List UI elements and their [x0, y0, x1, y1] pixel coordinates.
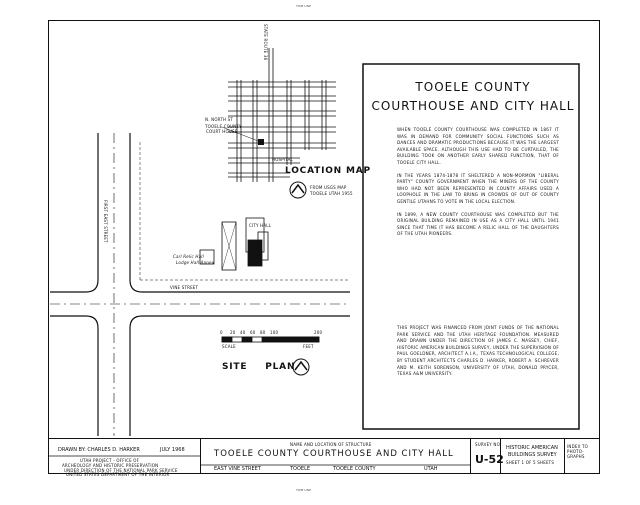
scale-unit: FEET — [303, 344, 314, 349]
site-note-2: Lodge Hall Annex — [176, 260, 215, 265]
scale-bar — [222, 337, 319, 342]
site-plan-heading: SITE PLAN — [222, 362, 296, 372]
history-text — [397, 127, 559, 238]
label-courthouse-2: COURT HOUSE — [206, 129, 238, 134]
label-north-street: N. NORTH ST — [205, 117, 234, 122]
label-state-route: STATE ROUTE 36 — [263, 24, 268, 61]
scale-tick: 60 — [250, 330, 256, 335]
location-map-note-1: FROM USGS MAP — [310, 185, 347, 190]
index-note: INDEX TO PHOTO-GRAPHS — [567, 444, 588, 459]
site-plan-roads — [50, 133, 350, 436]
title-block-divider — [470, 438, 471, 474]
scale-ticks — [220, 330, 330, 336]
label-first-east: FIRST EAST STREET — [103, 200, 108, 243]
drawn-date: JULY 1968 — [160, 447, 185, 453]
site-note-1: Carl Relic Hall — [173, 254, 204, 259]
trim-line-top: TRIM LINE — [296, 4, 312, 8]
scale-tick: 100 — [270, 330, 279, 335]
north-arrow-location — [290, 182, 306, 198]
address-state: UTAH — [424, 466, 438, 472]
credit-paragraph: THIS PROJECT WAS FINANCED FROM JOINT FUNDS OF THE NATIONAL PARK SERVICE AND THE UTAH HERITAGE FOUNDATION. MEASURED AND DRAWN UNDER THE DIRECTION OF JAMES C. MASSEY, CHIEF, HISTORIC AMERICAN BUILDINGS SURVEY, UNDER THE SUPERVISION OF PAUL GOELDNER, ARCHITECT A.I.A., TEXAS TECHNOLOGICAL COLLEGE, BY STUDENT ARCHITECTS CHARLES D. HARKER, ROBERT A. SCHREVER AND M. KEITH SORENSON, UNIVERSITY OF UTAH, DONALD PRYCER, TEXAS A&M UNIVERSITY. — [397, 325, 559, 377]
title-block-divider — [564, 438, 565, 474]
location-map-note-2: TOOELE UTAH 1955 — [310, 191, 353, 196]
history-paragraph-1: WHEN TOOELE COUNTY COURTHOUSE WAS COMPLETED IN 1867 IT WAS IN DEMAND FOR COMMUNITY SOCIAL FUNCTIONS SUCH AS DANCES AND DRAMATIC PRODUCTIONS BECAUSE IT WAS THE LARGEST AVAILABLE SPACE. ALTHOUGH THIS USE HAD TO BE CURTAILED, THE BUILDING TOOK ON ANOTHER EARLY SHARED FUNCTION, THAT OF TOOELE CITY HALL. — [397, 127, 559, 165]
history-paragraph-3: IN 1899, A NEW COUNTY COURTHOUSE WAS COMPLETED BUT THE ORIGINAL BUILDING REMAINED IN USE AS A CITY HALL UNTIL 1941 SINCE THAT TIME IT HAS BECOME A RELIC HALL OF THE DAUGHTERS OF THE UTAH PIONEERS. — [397, 211, 559, 237]
scale-tick: 40 — [240, 330, 246, 335]
site-lot-label: CITY HALL — [249, 223, 272, 228]
structure-name: TOOELE COUNTY COURTHOUSE AND CITY HALL — [214, 449, 454, 459]
drawn-by: DRAWN BY: CHARLES D. HARKER — [58, 447, 140, 453]
scale-tick: 20 — [230, 330, 236, 335]
north-arrow-site — [293, 359, 309, 375]
agency-line-3: UNDER DIRECTION OF THE NATIONAL PARK SERVICE — [64, 468, 178, 473]
survey-number: U-52 — [475, 453, 504, 466]
label-hospital: HOSPITAL — [272, 157, 293, 162]
structure-caption: NAME AND LOCATION OF STRUCTURE — [290, 442, 372, 447]
credit-text — [397, 325, 559, 378]
sheet-count: SHEET 1 OF 5 SHEETS — [506, 460, 555, 465]
address-county: TOOELE COUNTY — [333, 466, 376, 472]
label-vine-street: VINE STREET — [170, 285, 199, 290]
scale-tick: 0 — [220, 330, 223, 335]
habs-line-2: BUILDINGS SURVEY — [508, 452, 557, 458]
address-street: EAST VINE STREET — [214, 466, 261, 472]
sheet-title: TOOELE COUNTY COURTHOUSE AND CITY HALL — [371, 80, 575, 113]
agency-line-1: UTAH PROJECT - OFFICE OF — [80, 458, 140, 463]
label-courthouse-1: TOOELE COUNTY — [205, 124, 242, 129]
scale-label: SCALE — [222, 344, 236, 349]
agency-line-4: UNITED STATES DEPARTMENT OF THE INTERIOR — [66, 472, 170, 477]
location-map-heading: LOCATION MAP — [285, 166, 371, 176]
habs-line-1: HISTORIC AMERICAN — [506, 445, 558, 451]
scale-tick: 200 — [314, 330, 323, 335]
survey-caption: SURVEY NO. — [475, 442, 502, 447]
trim-line-bottom: TRIM LINE — [296, 488, 312, 492]
scale-tick: 80 — [260, 330, 266, 335]
title-block-divider — [200, 438, 201, 474]
history-paragraph-2: IN THE YEARS 1874-1878 IT SHELTERED A NON-MORMON "LIBERAL PARTY" COUNTY GOVERNMENT WHEN THE MINERS OF THE COUNTY WHO HAD NOT BEEN REPRESENTED IN COUNTY AFFAIRS USED A LOOPHOLE IN THE LAW TO BRING IN CROWDS OF OUT OF COUNTY GENTILE UTAHNS TO VOTE IN THE LOCAL ELECTION. — [397, 172, 559, 204]
agency-line-2: ARCHEOLOGY AND HISTORIC PRESERVATION — [62, 463, 159, 468]
courthouse-marker — [258, 139, 264, 145]
address-city: TOOELE — [290, 466, 311, 472]
